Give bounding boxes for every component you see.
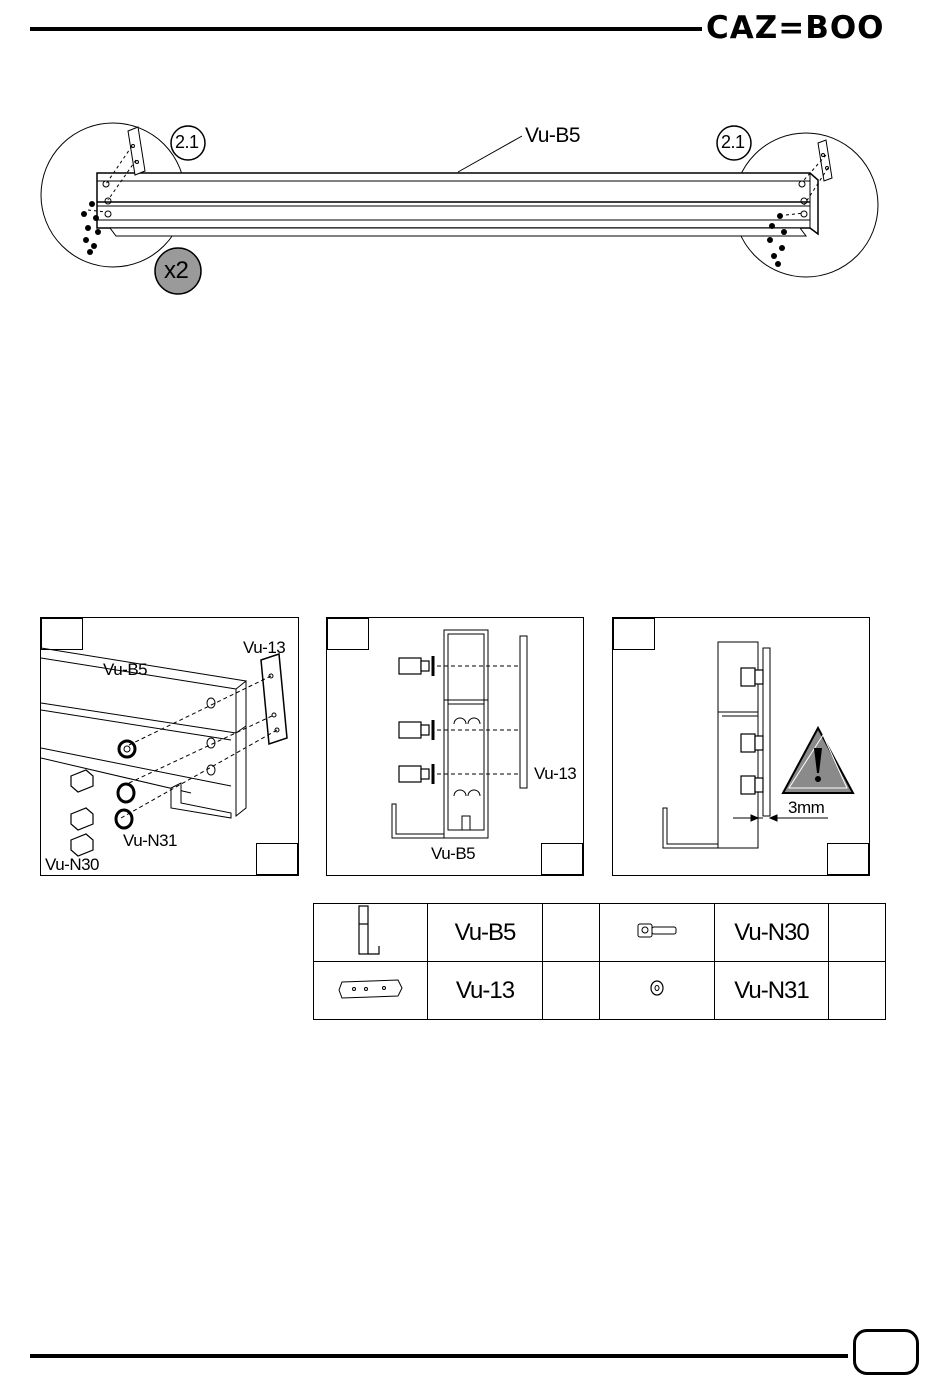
part-code-vu-b5: Vu-B5 [454,918,516,946]
panel-3-drawing [613,618,870,876]
footer-rule [30,1354,848,1358]
panel-1-beam-label: Vu-B5 [103,660,148,679]
panel-1-bar-label: Vu-13 [243,638,286,657]
washer-icon [645,976,669,1000]
parts-code-cell [715,904,829,962]
detail-panel-2 [326,617,584,876]
connector-plate-icon [336,976,406,1000]
parts-icon-cell [314,904,428,962]
part-code-vu-n30: Vu-N30 [734,918,809,946]
overview-illustration [0,0,950,310]
parts-code-cell [428,904,543,962]
detail-panel-1 [40,617,299,876]
connector-plate-right [818,140,832,181]
detail-panel-3 [612,617,870,876]
part-code-vu-n31: Vu-N31 [734,976,809,1004]
parts-icon-cell [600,962,715,1020]
parts-icon-cell [600,904,715,962]
bolt-icon [632,915,682,945]
quantity-badge: x2 [164,257,189,284]
panel-2-drawing [327,618,584,876]
parts-qty-cell [829,904,886,962]
panel-2-bar-label: Vu-13 [534,764,577,783]
brand-logo: CAZ=BOO [706,10,885,46]
callout-label-right: 2.1 [721,132,745,152]
parts-code-cell [715,962,829,1020]
page-number-box [853,1329,919,1375]
beam-profile-icon [351,904,391,956]
parts-code-cell [428,962,543,1020]
panel-1-washer-label: Vu-N31 [123,831,178,850]
callout-label-left: 2.1 [175,132,199,152]
part-code-vu-13: Vu-13 [455,976,515,1004]
parts-qty-cell [543,904,600,962]
parts-table [313,903,886,1020]
parts-qty-cell [829,962,886,1020]
parts-qty-cell [543,962,600,1020]
beam-label: Vu-B5 [525,124,581,147]
parts-icon-cell [314,962,428,1020]
table-row [314,904,886,962]
connector-plate-left [128,127,145,175]
panel-1-bolt-label: Vu-N30 [45,855,100,874]
table-row [314,962,886,1020]
panel-3-gap-label: 3mm [788,798,825,817]
beam-body [97,173,818,234]
panel-2-beam-label: Vu-B5 [431,844,476,863]
